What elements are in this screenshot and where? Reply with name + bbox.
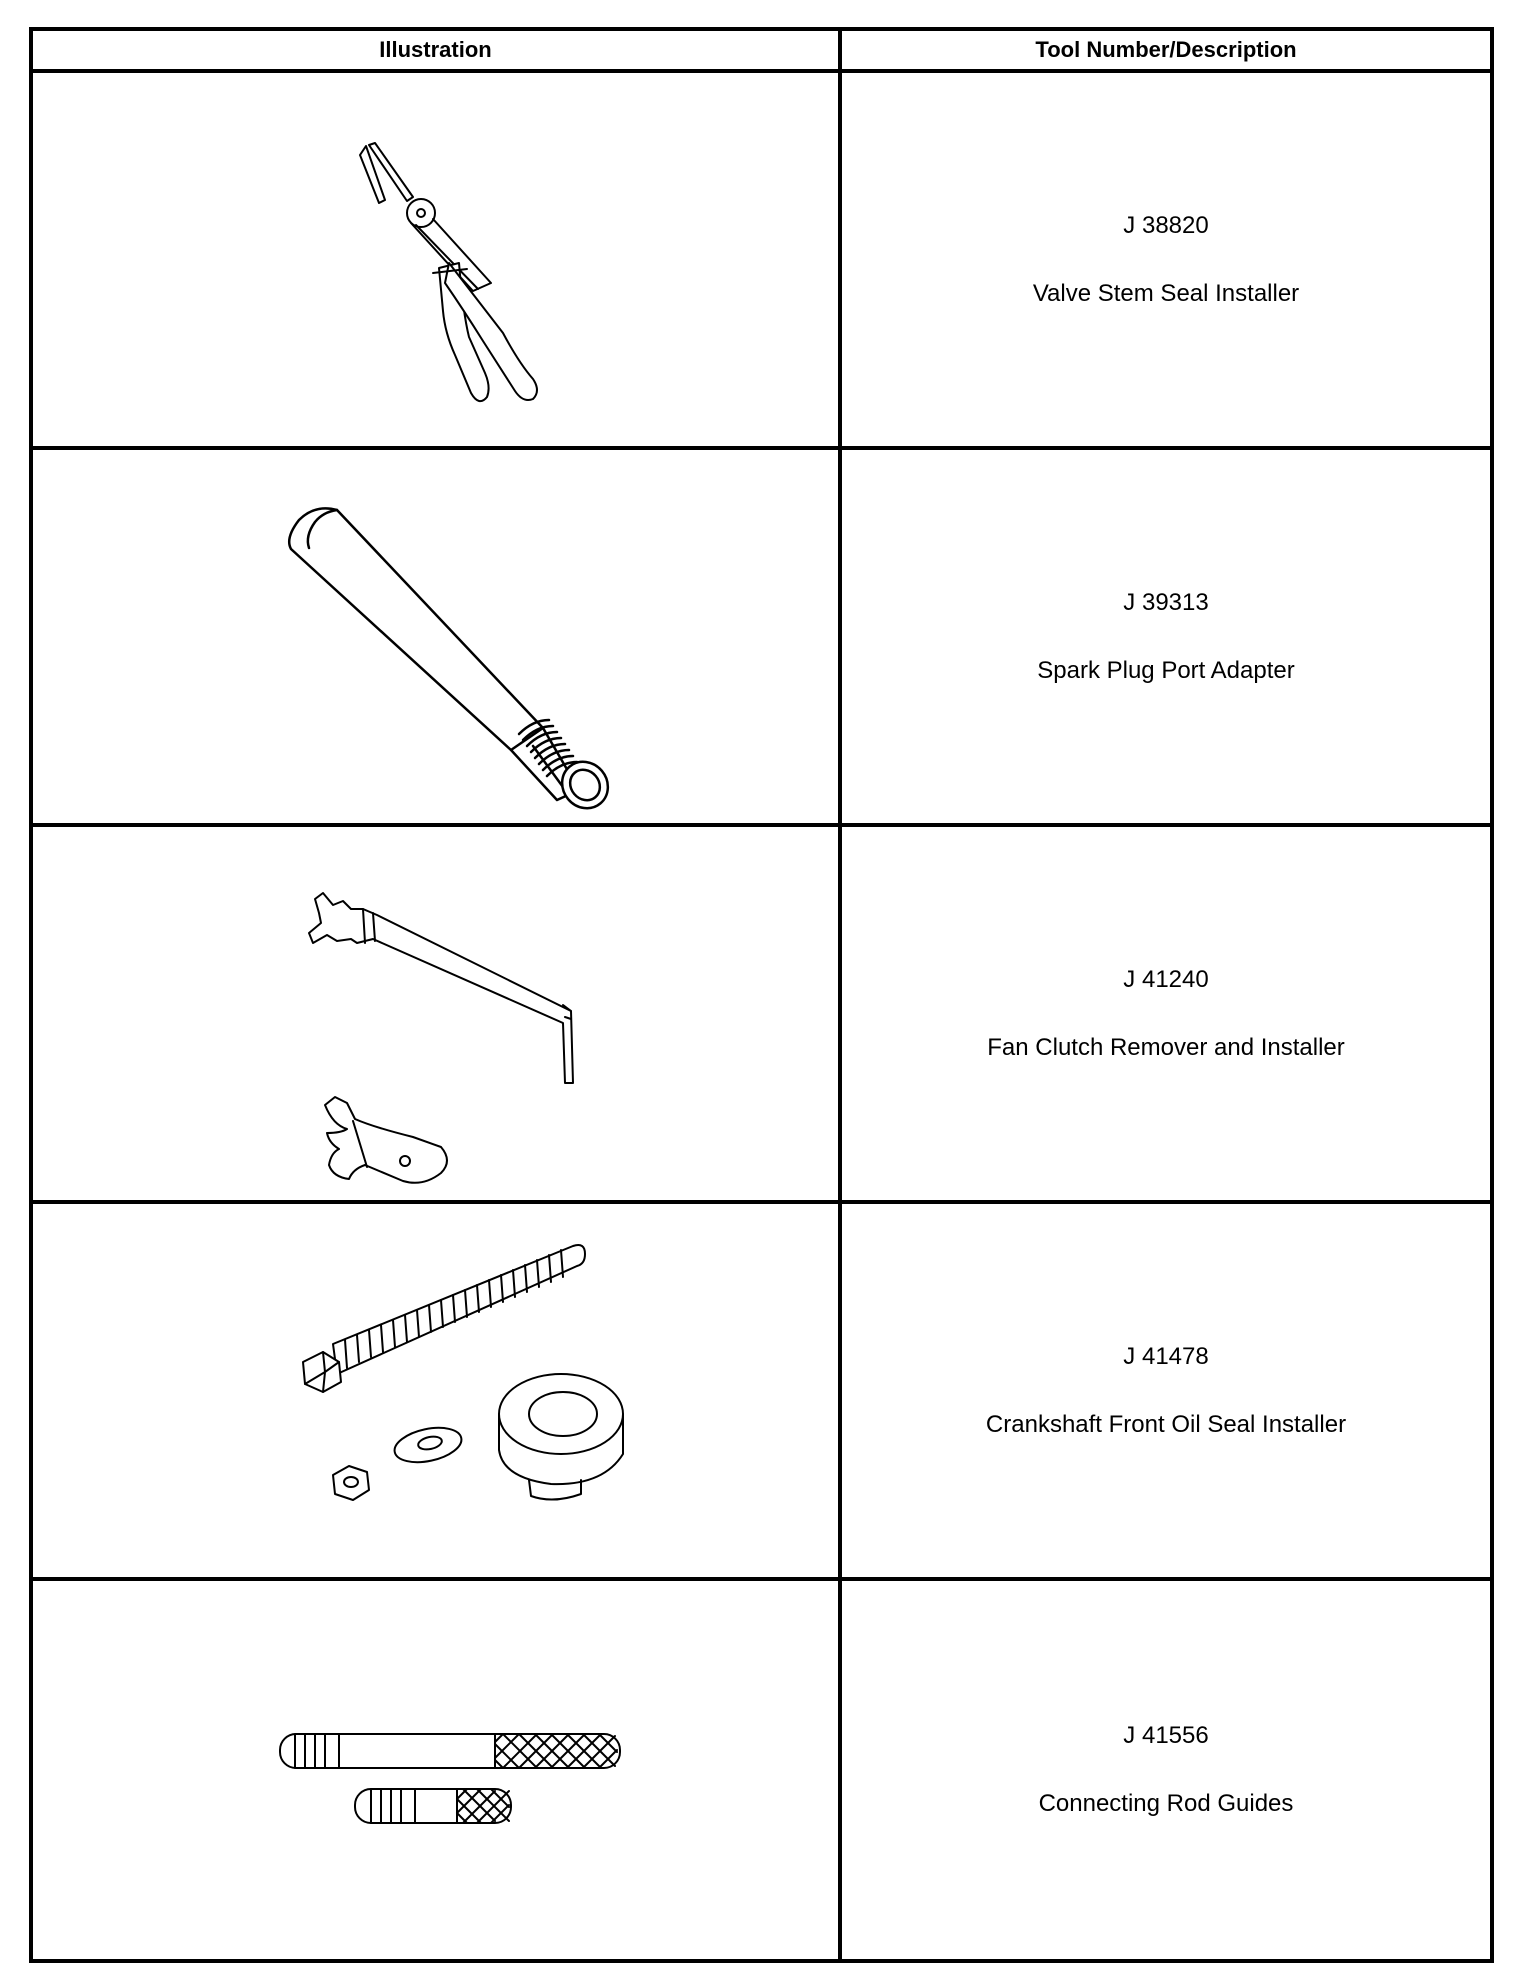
- tool-number: J 41240: [1123, 965, 1209, 993]
- tool-name: Spark Plug Port Adapter: [1037, 656, 1295, 684]
- tool-name: Connecting Rod Guides: [1038, 1790, 1294, 1817]
- table-row: [33, 1204, 1490, 1581]
- adapter-tube-icon: [33, 450, 838, 823]
- seal-installer-kit-icon: [33, 1204, 838, 1577]
- illustration-cell: [33, 1581, 838, 1959]
- fan-clutch-wrench-icon: [33, 827, 838, 1200]
- table-row: [33, 1581, 1490, 1959]
- tool-number: J 41478: [1123, 1342, 1209, 1370]
- table-header: [33, 31, 1490, 73]
- description-cell: [842, 73, 1490, 446]
- tool-name: Valve Stem Seal Installer: [1032, 279, 1300, 307]
- table-row: [33, 450, 1490, 827]
- description-cell: [842, 1581, 1490, 1959]
- rod-guides-icon: [33, 1581, 838, 1959]
- header-tool-description: Tool Number/Description: [1035, 37, 1297, 62]
- tool-name: Fan Clutch Remover and Installer: [987, 1033, 1345, 1061]
- header-illustration: Illustration: [379, 37, 492, 62]
- tool-number: J 39313: [1123, 588, 1209, 616]
- illustration-cell: [33, 827, 838, 1200]
- illustration-cell: [33, 450, 838, 823]
- pliers-icon: [33, 73, 838, 446]
- description-cell: [842, 1204, 1490, 1577]
- tools-table: [29, 27, 1494, 1963]
- illustration-cell: [33, 1204, 838, 1577]
- description-cell: [842, 450, 1490, 823]
- table-row: [33, 827, 1490, 1204]
- table-row: [33, 73, 1490, 450]
- tool-number: J 41556: [1123, 1722, 1209, 1749]
- illustration-cell: [33, 73, 838, 446]
- description-cell: [842, 827, 1490, 1200]
- tool-name: Crankshaft Front Oil Seal Installer: [985, 1410, 1347, 1438]
- tool-number: J 38820: [1123, 211, 1209, 239]
